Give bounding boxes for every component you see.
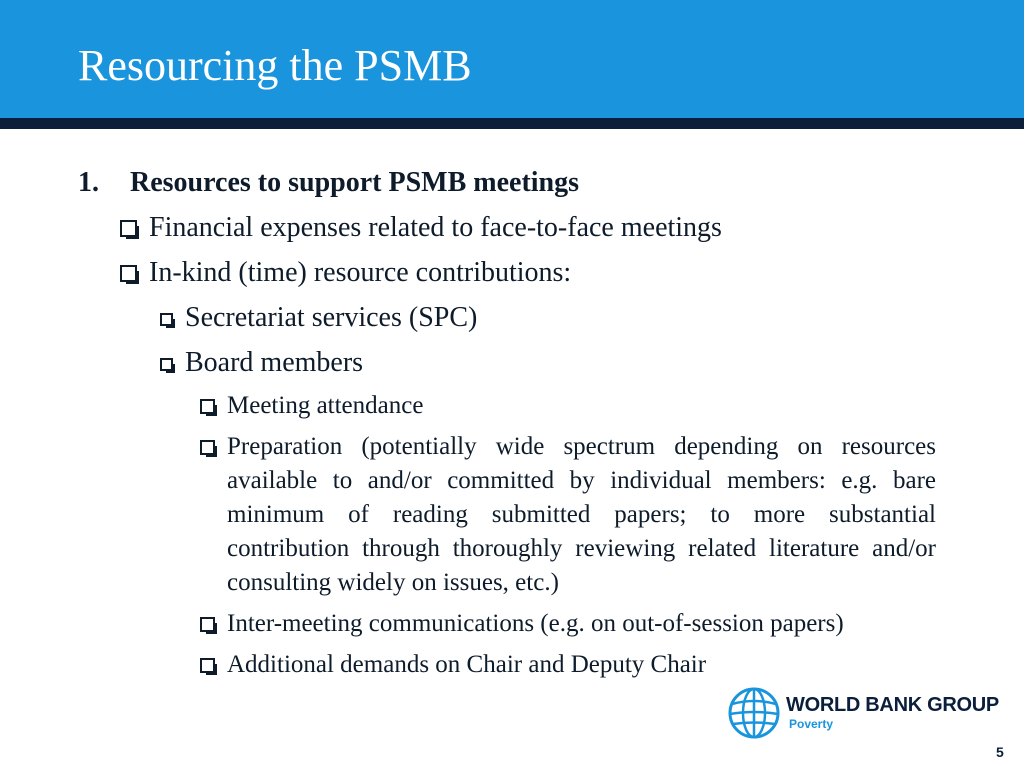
checkbox-bullet-icon (200, 399, 215, 414)
page-number: 5 (996, 744, 1004, 760)
header-band (0, 0, 1024, 118)
list-item (120, 256, 571, 290)
world-bank-logo (727, 686, 1007, 742)
section-number: 1. (78, 167, 99, 198)
checkbox-bullet-icon (160, 358, 173, 371)
list-item (160, 346, 363, 380)
list-item (200, 648, 706, 682)
section-heading-row (78, 166, 579, 200)
list-item (200, 430, 936, 600)
list-item-text: Secretariat services (SPC) (185, 302, 478, 333)
list-item-text: Inter-meeting communications (e.g. on out-of-session papers) (227, 610, 844, 637)
checkbox-bullet-icon (120, 220, 137, 237)
slide-title: Resourcing the PSMB (78, 41, 472, 90)
checkbox-bullet-icon (120, 265, 137, 282)
list-item-text: Board members (185, 347, 364, 378)
checkbox-bullet-icon (200, 440, 215, 455)
checkbox-bullet-icon (160, 313, 173, 326)
list-item-text: Financial expenses related to face-to-face meetings (149, 212, 722, 243)
list-item (200, 607, 844, 641)
list-item (160, 301, 477, 335)
list-item-text: Meeting attendance (227, 392, 424, 419)
list-item-text: Additional demands on Chair and Deputy Chair (227, 651, 707, 678)
checkbox-bullet-icon (200, 658, 215, 673)
header-divider (0, 118, 1024, 129)
list-item-text: In-kind (time) resource contributions: (149, 257, 572, 288)
list-item-text: Preparation (potentially wide spectrum depending on resources available to and/or committed by individual members: e.g. bare minimum of reading submitted papers; to more substantial contribution through thoroughly reviewing related literature and/or consulting widely on issues, etc.) (227, 433, 936, 596)
list-item (120, 211, 722, 245)
list-item (200, 389, 423, 423)
globe-icon (727, 686, 781, 740)
logo-subtitle: Poverty (789, 717, 834, 731)
section-heading: Resources to support PSMB meetings (130, 167, 580, 198)
logo-wordmark: WORLD BANK GROUP (786, 694, 999, 716)
checkbox-bullet-icon (200, 617, 215, 632)
